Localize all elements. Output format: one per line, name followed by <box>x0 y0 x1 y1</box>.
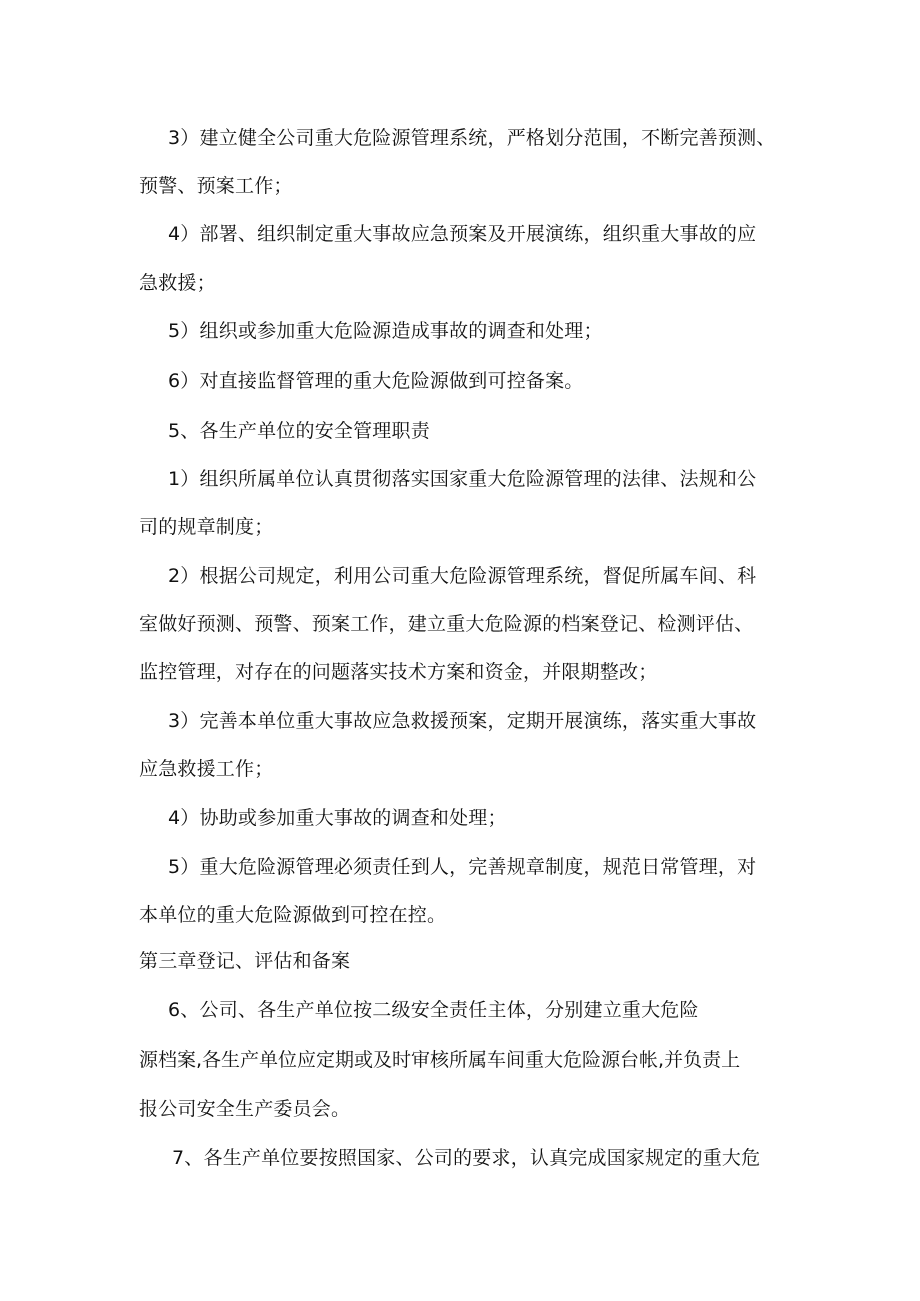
paragraph-line: 3）建立健全公司重大危险源管理系统，严格划分范围，不断完善预测、 <box>168 127 776 149</box>
paragraph-line: 监控管理，对存在的问题落实技术方案和资金，并限期整改； <box>139 661 658 683</box>
paragraph-line: 本单位的重大危险源做到可控在控。 <box>139 904 447 926</box>
paragraph-line: 室做好预测、预警、预案工作，建立重大危险源的档案登记、检测评估、 <box>139 613 754 635</box>
paragraph-line: 7、各生产单位要按照国家、公司的要求，认真完成国家规定的重大危 <box>172 1147 761 1169</box>
paragraph-line: 应急救援工作； <box>139 758 274 780</box>
paragraph-line: 源档案,各生产单位应定期或及时审核所属车间重大危险源台帐,并负责上 <box>139 1049 741 1071</box>
paragraph-line: 5）重大危险源管理必须责任到人，完善规章制度，规范日常管理，对 <box>168 856 757 878</box>
paragraph-line: 1）组织所属单位认真贯彻落实国家重大危险源管理的法律、法规和公 <box>168 468 757 490</box>
paragraph-line: 预警、预案工作； <box>139 175 293 197</box>
paragraph-line: 3）完善本单位重大事故应急救援预案，定期开展演练，落实重大事故 <box>168 710 757 732</box>
paragraph-line: 4）部署、组织制定重大事故应急预案及开展演练，组织重大事故的应 <box>168 223 757 245</box>
paragraph-line: 6、公司、各生产单位按二级安全责任主体，分别建立重大危险 <box>168 999 699 1021</box>
paragraph-line: 急救援； <box>139 272 216 294</box>
paragraph-line: 6）对直接监督管理的重大危险源做到可控备案。 <box>168 370 584 392</box>
paragraph-line: 2）根据公司规定，利用公司重大危险源管理系统，督促所属车间、科 <box>168 565 757 587</box>
paragraph-line: 5）组织或参加重大危险源造成事故的调查和处理； <box>168 320 603 342</box>
section-heading: 5、各生产单位的安全管理职责 <box>168 420 430 442</box>
chapter-heading: 第三章登记、评估和备案 <box>139 950 351 972</box>
paragraph-line: 司的规章制度； <box>139 516 274 538</box>
paragraph-line: 报公司安全生产委员会。 <box>139 1098 351 1120</box>
paragraph-line: 4）协助或参加重大事故的调查和处理； <box>168 807 507 829</box>
